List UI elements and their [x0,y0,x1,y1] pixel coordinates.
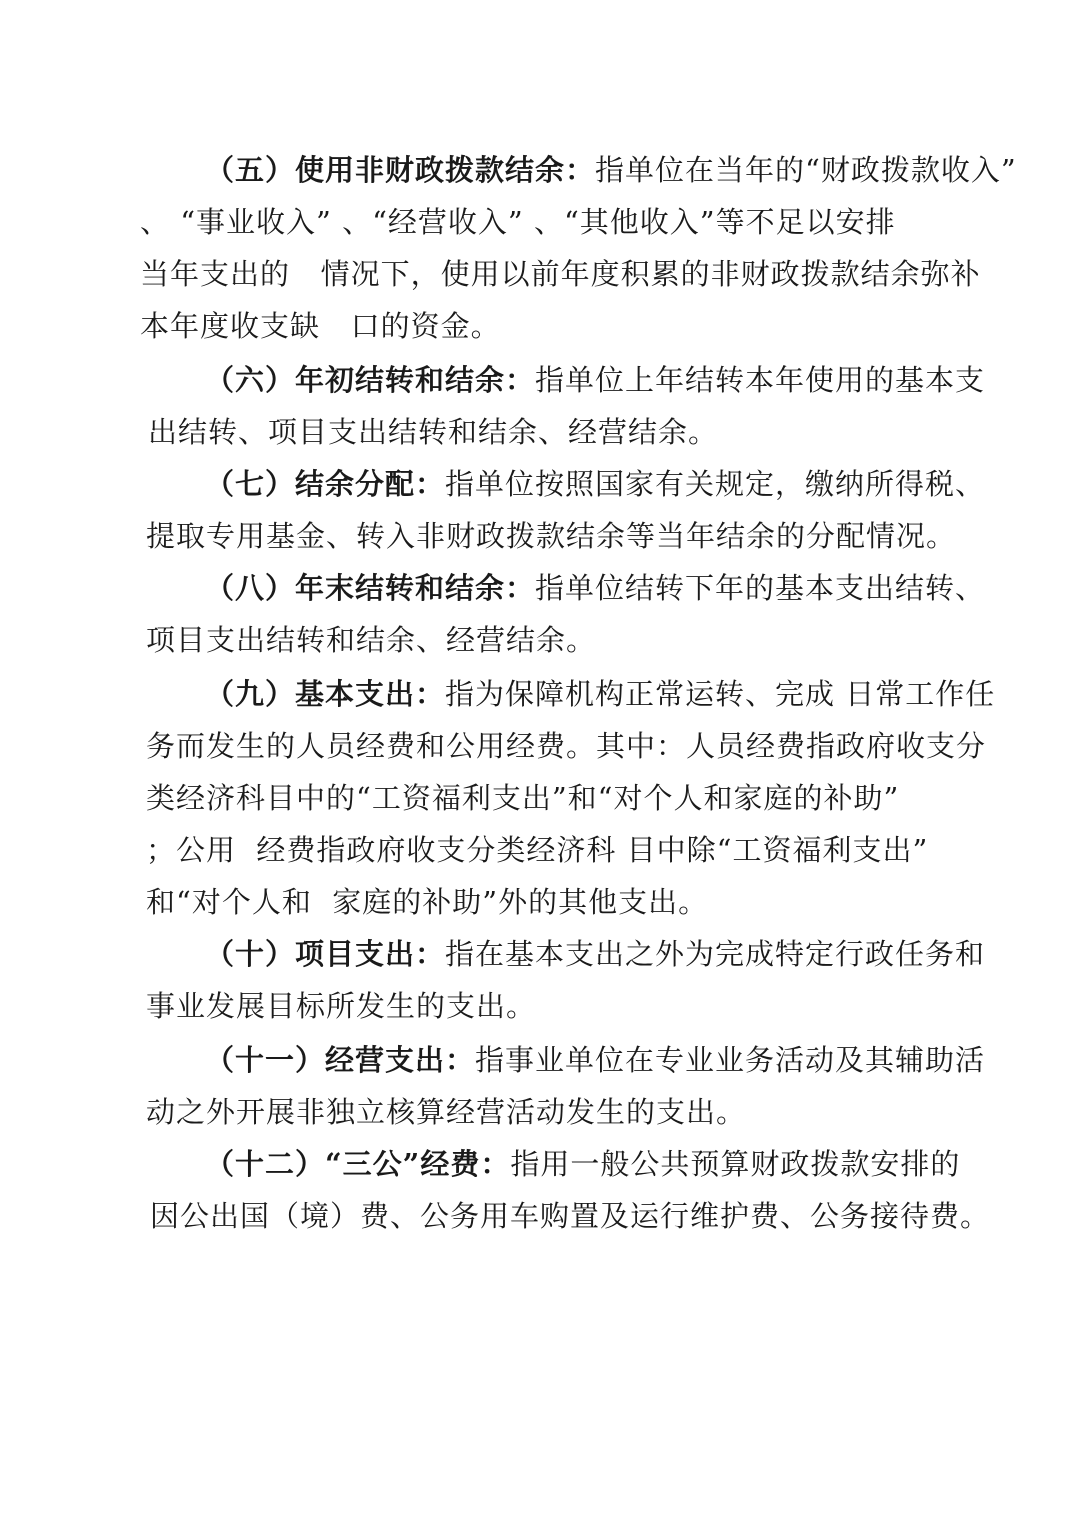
term-heading: （九）基本支出： [205,677,446,711]
paragraph-5-line-1 [205,150,1017,190]
paragraph-5-line-2: 、 “事业收入” 、“经营收入” 、“其他收入”等不足以安排 [140,205,896,239]
term-heading: （十二）“三公”经费： [205,1147,511,1181]
definition-text: 指事业单位在专业业务活动及其辅助活 [475,1043,986,1077]
paragraph-11-line-2: 动之外开展非独立核算经营活动发生的支出。 [146,1095,747,1129]
term-heading: （五）使用非财政拨款结余： [205,153,596,187]
paragraph-6-line-2: 出结转、项目支出结转和结余、经营结余。 [148,415,719,449]
paragraph-9-line-4: ；公用 经费指政府收支分类经济科 目中除“工资福利支出” [146,833,929,867]
term-heading: （六）年初结转和结余： [205,363,536,397]
definition-text: 指为保障机构正常运转、完成 日常工作任 [445,677,996,711]
definition-text: 指单位上年结转本年使用的基本支 [535,363,986,397]
definition-text: 指单位在当年的“财政拨款收入” [595,153,1017,187]
paragraph-11-line-1 [205,1040,985,1080]
paragraph-9-line-5: 和“对个人和 家庭的补助”外的其他支出。 [146,885,709,919]
paragraph-10-line-1 [205,934,985,974]
paragraph-5-line-3: 当年支出的 情况下，使用以前年度积累的非财政拨款结余弥补 [140,257,981,291]
paragraph-9-line-3: 类经济科目中的“工资福利支出”和“对个人和家庭的补助” [146,781,900,815]
definition-text: 指在基本支出之外为完成特定行政任务和 [445,937,986,971]
paragraph-8-line-1 [205,568,985,608]
paragraph-12-line-1 [205,1144,960,1184]
paragraph-5-line-4: 本年度收支缺 口的资金。 [140,309,501,343]
paragraph-6-line-1 [205,360,985,400]
definition-text: 指单位按照国家有关规定，缴纳所得税、 [445,467,986,501]
paragraph-9-line-2: 务而发生的人员经费和公用经费。其中：人员经费指政府收支分 [146,729,987,763]
term-heading: （八）年末结转和结余： [205,571,536,605]
paragraph-7-line-2: 提取专用基金、转入非财政拨款结余等当年结余的分配情况。 [146,519,957,553]
term-heading: （十）项目支出： [205,937,446,971]
paragraph-8-line-2: 项目支出结转和结余、经营结余。 [146,623,597,657]
paragraph-10-line-2: 事业发展目标所发生的支出。 [146,989,537,1023]
term-heading: （十一）经营支出： [205,1043,476,1077]
definition-text: 指用一般公共预算财政拨款安排的 [510,1147,961,1181]
definition-text: 指单位结转下年的基本支出结转、 [535,571,986,605]
paragraph-12-line-2: 因公出国（境）费、公务用车购置及运行维护费、公务接待费。 [150,1199,991,1233]
term-heading: （七）结余分配： [205,467,446,501]
paragraph-9-line-1 [205,674,995,714]
paragraph-7-line-1 [205,464,985,504]
